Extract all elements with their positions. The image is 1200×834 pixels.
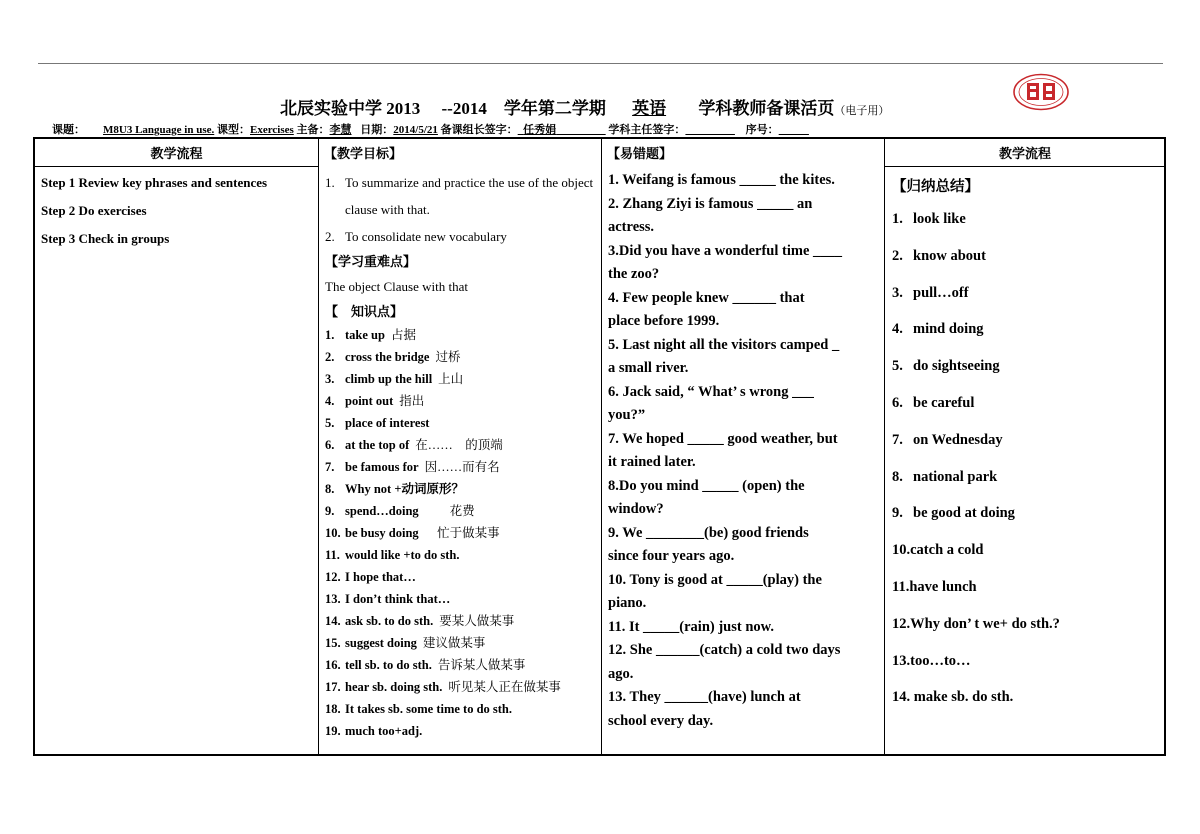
director-label: 学科主任签字： xyxy=(608,124,686,136)
header-rule-left xyxy=(35,166,318,167)
type-label: 课型： xyxy=(217,124,250,136)
knowledge-point: 5. place of interest xyxy=(325,416,430,430)
col3-header: 【易错题】 xyxy=(607,146,673,161)
summary-item: 12.Why don’ t we+ do sth.? xyxy=(892,615,1060,632)
exercise-line: school every day. xyxy=(608,712,714,729)
exercise-line: a small river. xyxy=(608,360,689,376)
leader-name: 任秀娟 xyxy=(523,124,557,136)
knowledge-points-header: 【 知识点】 xyxy=(325,304,404,319)
meta-line xyxy=(52,121,809,137)
lesson-table xyxy=(33,137,1166,756)
summary-item: 7. on Wednesday xyxy=(892,431,1003,448)
knowledge-point: 14. ask sb. to do sth. 要某人做某事 xyxy=(325,614,515,628)
exercise-line: 9. We ________(be) good friends xyxy=(608,524,809,541)
column-divider xyxy=(884,139,885,754)
exercise-line: 12. She ______(catch) a cold two days xyxy=(608,642,841,658)
page-title xyxy=(280,94,889,119)
knowledge-point: 3. climb up the hill 上山 xyxy=(325,372,464,386)
knowledge-point: 19. much too+adj. xyxy=(325,724,423,738)
summary-item: 4. mind doing xyxy=(892,321,984,338)
col2-header: 【教学目标】 xyxy=(324,146,403,161)
column-divider xyxy=(318,139,319,754)
exercise-line: 1. Weifang is famous _____ the kites. xyxy=(608,172,835,188)
key-points-header: 【学习重难点】 xyxy=(325,254,417,269)
knowledge-point: 6. at the top of 在…… 的顶端 xyxy=(325,438,503,452)
knowledge-point: 7. be famous for 因……而有名 xyxy=(325,460,500,474)
exercise-line: 5. Last night all the visitors camped _ xyxy=(608,336,840,353)
summary-column xyxy=(892,175,1162,726)
leader-value xyxy=(518,124,606,136)
date-label: 日期： xyxy=(360,124,394,136)
title-main: 北辰实验中学 2013 --2014 学年第二学期 xyxy=(280,99,606,118)
objective-item xyxy=(325,223,595,250)
summary-item: 11.have lunch xyxy=(892,578,977,595)
summary-item: 14. make sb. do sth. xyxy=(892,689,1014,706)
leader-label: 备课组长签字： xyxy=(440,124,518,136)
objective-text: To consolidate new vocabulary xyxy=(345,229,507,244)
knowledge-point-list xyxy=(325,324,595,742)
step-item: Step 1 Review key phrases and sentences xyxy=(41,175,268,190)
objectives-column xyxy=(325,169,595,742)
knowledge-point: 12. I hope that… xyxy=(325,570,416,584)
knowledge-point: 2. cross the bridge 过桥 xyxy=(325,350,461,364)
title-small: （电子用） xyxy=(834,105,890,117)
summary-item: 9. be good at doing xyxy=(892,505,1015,522)
exercise-line: actress. xyxy=(608,219,655,235)
knowledge-point: 15. suggest doing 建议做某事 xyxy=(325,636,486,650)
summary-item: 8. national park xyxy=(892,468,998,485)
exercise-line: it rained later. xyxy=(608,454,696,470)
objective-text: To summarize and practice the use of the object clause with that. xyxy=(345,175,594,217)
exercise-line: piano. xyxy=(608,595,647,611)
exercise-line: 2. Zhang Ziyi is famous _____ an xyxy=(608,195,813,212)
exercise-line: place before 1999. xyxy=(608,313,720,329)
exercise-line: ago. xyxy=(608,665,634,682)
exercise-line: 7. We hoped _____ good weather, but xyxy=(608,430,838,447)
exercise-line: 11. It _____(rain) just now. xyxy=(608,618,774,635)
column-divider xyxy=(601,139,602,754)
knowledge-point: 13. I don’t think that… xyxy=(325,592,451,606)
step-item: Step 2 Do exercises xyxy=(41,203,147,218)
knowledge-point: 9. spend…doing 花费 xyxy=(325,504,475,518)
type-value: Exercises xyxy=(250,124,294,136)
knowledge-point: 11. would like +to do sth. xyxy=(325,548,460,562)
exercise-line: 6. Jack said, “ What’ s wrong ___ xyxy=(608,383,814,400)
summary-item: 6. be careful xyxy=(892,394,975,411)
knowledge-point: 4. point out 指出 xyxy=(325,394,425,408)
no-label: 序号： xyxy=(745,124,779,136)
title-subject: 英语 xyxy=(632,99,667,118)
summary-header: 【归纳总结】 xyxy=(892,179,979,195)
top-rule xyxy=(38,63,1163,64)
knowledge-point: 16. tell sb. to do sth. 告诉某人做某事 xyxy=(325,658,526,672)
knowledge-point: 17. hear sb. doing sth. 听见某人正在做某事 xyxy=(325,680,561,694)
school-seal-logo xyxy=(1012,73,1070,111)
exercise-line: 3.Did you have a wonderful time ____ xyxy=(608,242,843,259)
summary-item: 5. do sightseeing xyxy=(892,358,1000,375)
exercise-line: 8.Do you mind _____ (open) the xyxy=(608,477,805,494)
title-rest: 学科教师备课活页 xyxy=(698,99,835,118)
col4-header: 教学流程 xyxy=(998,146,1051,161)
teaching-steps xyxy=(41,175,267,259)
summary-item: 3. pull…off xyxy=(892,284,969,301)
no-blank xyxy=(779,124,809,136)
knowledge-point: 1. take up 占据 xyxy=(325,328,416,342)
objective-item xyxy=(325,169,595,223)
author-value: 李慧 xyxy=(329,124,352,136)
objective-number: 2. xyxy=(325,229,335,244)
exercise-line: since four years ago. xyxy=(608,548,735,564)
exercise-line: window? xyxy=(608,501,664,517)
knowledge-point: 18. It takes sb. some time to do sth. xyxy=(325,702,513,716)
knowledge-point: 10. be busy doing 忙于做某事 xyxy=(325,526,500,540)
key-points-text: The object Clause with that xyxy=(325,279,468,294)
step-item: Step 3 Check in groups xyxy=(41,231,170,246)
exercise-line: the zoo? xyxy=(608,266,660,282)
director-blank xyxy=(685,124,735,136)
topic-label: 课题： xyxy=(52,124,85,136)
summary-item: 1. look like xyxy=(892,211,966,227)
exercise-line: 10. Tony is good at _____(play) the xyxy=(608,571,822,588)
exercise-line: 4. Few people knew ______ that xyxy=(608,289,805,306)
header-rule-right xyxy=(884,166,1166,167)
date-value: 2014/5/21 xyxy=(393,124,438,136)
exercise-line: you?” xyxy=(608,407,646,423)
topic-value: M8U3 Language in use. xyxy=(103,124,215,136)
summary-item: 2. know about xyxy=(892,247,986,264)
summary-item: 10.catch a cold xyxy=(892,542,984,559)
summary-item: 13.too…to… xyxy=(892,652,971,669)
objective-number: 1. xyxy=(325,175,335,190)
exercise-line: 13. They ______(have) lunch at xyxy=(608,689,801,705)
col1-header: 教学流程 xyxy=(150,146,203,161)
knowledge-point: 8. Why not +动词原形？ xyxy=(325,482,464,496)
error-prone-exercises xyxy=(608,169,880,733)
author-label: 主备： xyxy=(296,124,330,136)
